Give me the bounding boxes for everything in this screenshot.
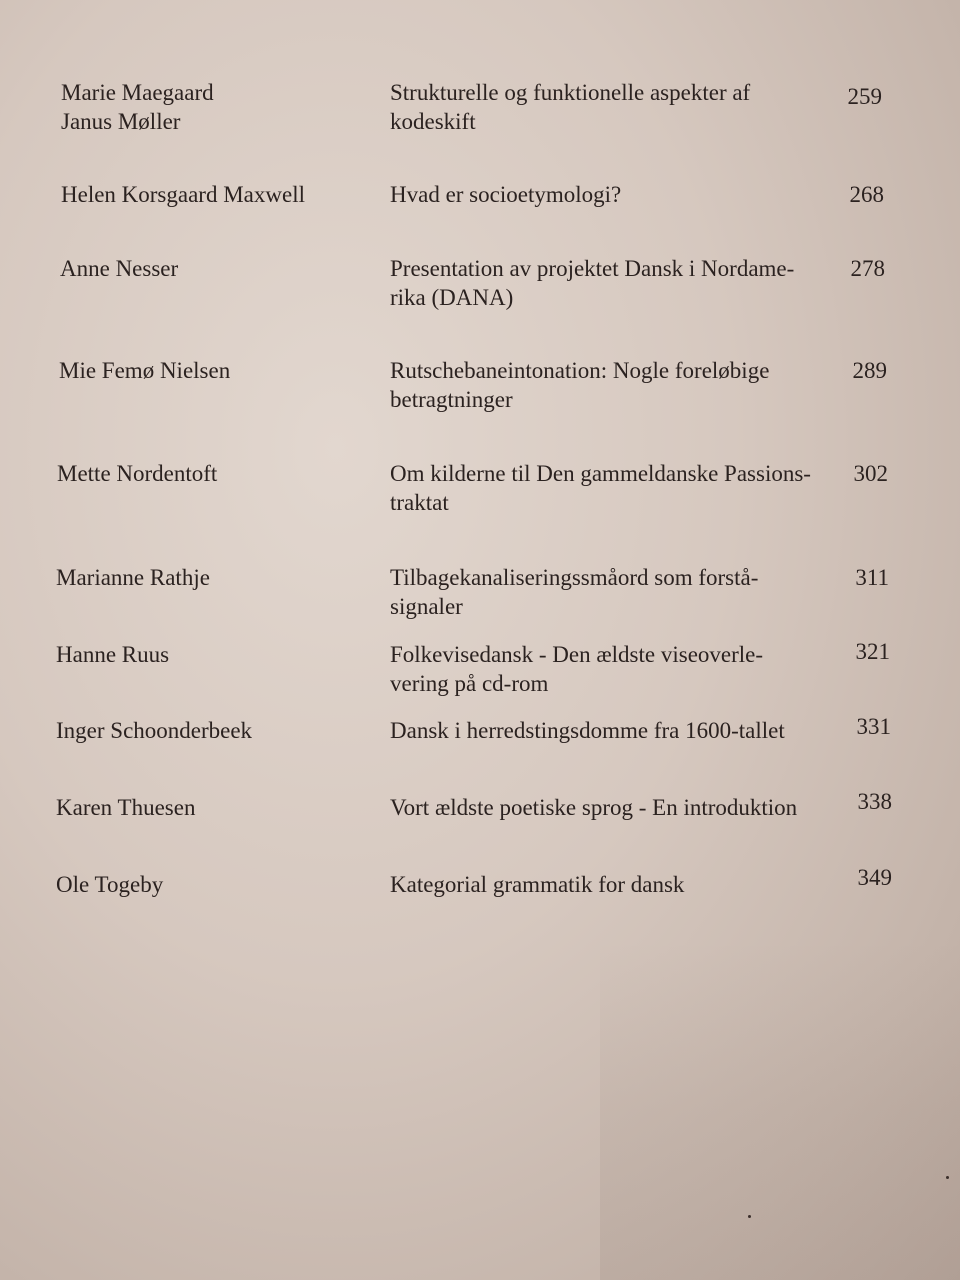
paper-speck xyxy=(946,1176,949,1179)
author-names xyxy=(56,870,376,899)
author-names xyxy=(60,254,380,283)
chapter-title xyxy=(390,640,840,698)
page-number: 331 xyxy=(856,714,891,739)
page-number: 268 xyxy=(849,182,884,207)
page-number: 289 xyxy=(852,358,887,383)
page-number: 302 xyxy=(853,461,888,486)
chapter-title-line: rika (DANA) xyxy=(390,285,514,310)
chapter-title-line: Strukturelle og funktionelle aspekter af xyxy=(390,80,751,105)
author-names xyxy=(61,180,381,209)
chapter-title xyxy=(390,716,840,745)
chapter-title-line: Tilbagekanaliseringssmåord som forstå- xyxy=(390,565,759,590)
page-number: 311 xyxy=(855,565,889,590)
chapter-title xyxy=(390,563,840,621)
chapter-title-line: Folkevisedansk - Den ældste viseoverle- xyxy=(390,642,764,667)
show-through-shadow xyxy=(600,940,960,1280)
chapter-title-line: Hvad er socioetymologi? xyxy=(390,182,622,207)
chapter-title-line: kodeskift xyxy=(390,109,476,134)
author-name: Hanne Ruus xyxy=(56,642,170,667)
chapter-title-line: Vort ældste poetiske sprog - En introduktion xyxy=(390,795,798,820)
toc-entry xyxy=(0,180,960,240)
toc-entry xyxy=(0,865,960,930)
chapter-title-line: Presentation av projektet Dansk i Nordame- xyxy=(390,256,795,281)
author-name: Helen Korsgaard Maxwell xyxy=(61,182,305,207)
author-names xyxy=(59,356,379,385)
toc-entry xyxy=(0,78,960,138)
chapter-title-line: Rutschebaneintonation: Nogle foreløbige xyxy=(390,358,770,383)
chapter-title xyxy=(390,459,840,517)
toc-entry xyxy=(0,254,960,314)
page-number: 259 xyxy=(847,84,882,109)
chapter-title-line: Dansk i herredstingsdomme fra 1600-tallet xyxy=(390,718,785,743)
toc-entry xyxy=(0,640,960,700)
paper-speck xyxy=(748,1215,751,1218)
chapter-title xyxy=(390,793,840,822)
author-names xyxy=(61,78,381,136)
author-name: Marie Maegaard xyxy=(61,80,214,105)
chapter-title-line: betragtninger xyxy=(390,387,513,412)
chapter-title-line: vering på cd-rom xyxy=(390,671,549,696)
author-name: Mette Nordentoft xyxy=(57,461,218,486)
chapter-title-line: Kategorial grammatik for dansk xyxy=(390,872,685,897)
toc-entry xyxy=(0,563,960,623)
author-name: Anne Nesser xyxy=(60,256,179,281)
author-name: Ole Togeby xyxy=(56,872,164,897)
author-names xyxy=(56,716,376,745)
chapter-title-line: signaler xyxy=(390,594,463,619)
author-name: Janus Møller xyxy=(61,109,181,134)
author-name: Mie Femø Nielsen xyxy=(59,358,231,383)
chapter-title xyxy=(390,180,840,209)
chapter-title-line: traktat xyxy=(390,490,449,515)
author-names xyxy=(56,563,376,592)
chapter-title-line: Om kilderne til Den gammeldanske Passions- xyxy=(390,461,811,486)
page-number: 278 xyxy=(850,256,885,281)
page-number: 321 xyxy=(855,639,890,664)
chapter-title xyxy=(390,254,840,312)
page-number: 349 xyxy=(857,865,892,890)
chapter-title xyxy=(390,870,840,899)
author-name: Marianne Rathje xyxy=(56,565,210,590)
toc-entry xyxy=(0,716,960,776)
author-names xyxy=(57,459,377,488)
toc-entry xyxy=(0,356,960,416)
author-names xyxy=(56,793,376,822)
author-name: Inger Schoonderbeek xyxy=(56,718,253,743)
chapter-title xyxy=(390,356,840,414)
author-name: Karen Thuesen xyxy=(56,795,196,820)
page-number: 338 xyxy=(857,789,892,814)
author-names xyxy=(56,640,376,669)
toc-entry xyxy=(0,459,960,519)
toc-entry xyxy=(0,789,960,853)
chapter-title xyxy=(390,78,840,136)
